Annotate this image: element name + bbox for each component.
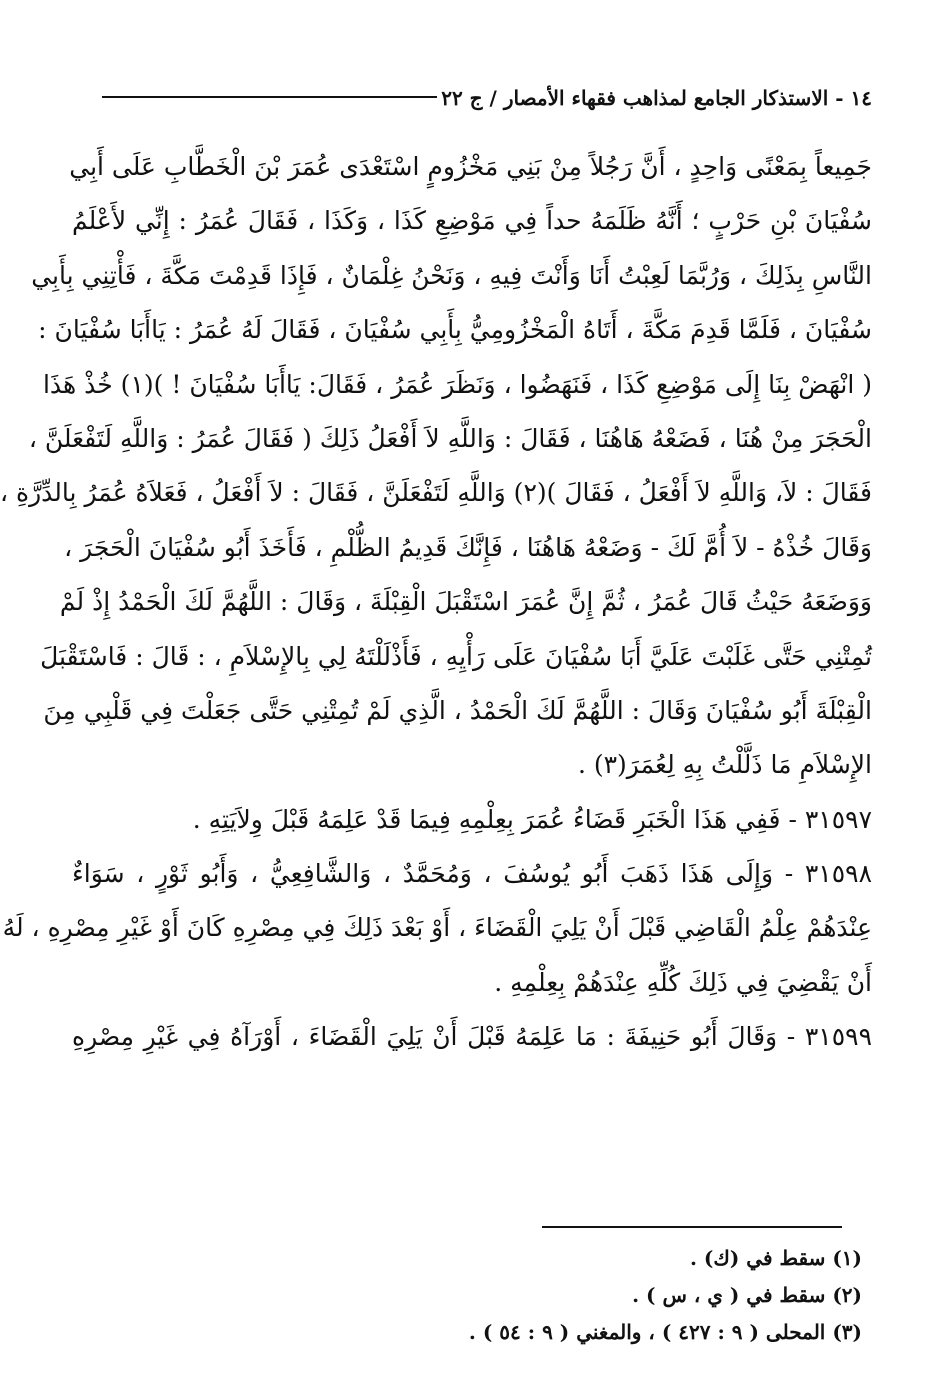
paragraph-31598: ٣١٥٩٨ - وَإِلَى هَذَا ذَهَبَ أَبُو يُوسُفَ ، وَمُحَمَّدٌ ، وَالشَّافِعِيُّ ، وَأَبُو ثَوْرٍ ، سَوَاءٌ xyxy=(72,859,872,889)
body-line: جَمِيعاً بِمَعْنًى وَاحِدٍ ، أَنَّ رَجُلاً مِنْ بَنِي مَخْزُومٍ اسْتَعْدَى عُمَرَ بْنَ الْخَطَّابِ عَلَى أَبِي xyxy=(69,152,872,181)
body-line: فَقَالَ : لاَ، وَاللَّهِ لاَ أَفْعَلُ ، فَقَالَ )(٢) وَاللَّهِ لَتَفْعَلَنَّ ، فَقَالَ : لاَ أَفْعَلُ ، فَعَلاَهُ عُمَرُ بِالدِّرَّةِ ، xyxy=(0,478,872,508)
footnotes xyxy=(82,1240,862,1351)
body-line: وَوَضَعَهُ حَيْثُ قَالَ عُمَرُ ، ثُمَّ إِنَّ عُمَرَ اسْتَقْبَلَ الْقِبْلَةَ ، وَقَالَ : اللَّهُمَّ لَكَ الْحَمْدُ إِذْ لَمْ xyxy=(59,587,872,617)
body-line: سُفْيَانَ ، فَلَمَّا قَدِمَ مَكَّةَ ، أَتَاهُ الْمَخْزُومِيُّ بِأَبِي سُفْيَانَ ، فَقَالَ لَهُ عُمَرُ : يَاأَبَا سُفْيَانَ : xyxy=(38,315,872,345)
page-body xyxy=(0,140,872,1065)
footnote-1: (١) سقط في (ك) . xyxy=(690,1246,862,1270)
body-line: الإِسْلاَمِ مَا ذَلَّلْتُ بِهِ لِعُمَرَ(٣) . xyxy=(577,750,872,780)
footnote-rule xyxy=(542,1226,842,1228)
body-line: الْقِبْلَةَ أَبُو سُفْيَانَ وَقَالَ : اللَّهُمَّ لَكَ الْحَمْدُ ، الَّذِي لَمْ تُمِتْنِي حَتَّى جَعَلْتَ فِي قَلْبِي مِنَ xyxy=(43,695,872,725)
paragraph-31599: ٣١٥٩٩ - وَقَالَ أَبُو حَنِيفَةَ : مَا عَلِمَهُ قَبْلَ أَنْ يَلِيَ الْقَضَاءَ ، أَوْرَآهُ فِي غَيْرِ مِصْرِهِ xyxy=(72,1022,872,1052)
body-line: ( انْهَضْ بِنَا إِلَى مَوْضِعِ كَذَا ، فَنَهَضُوا ، وَنَظَرَ عُمَرُ ، فَقَالَ: يَاأَبَا سُفْيَانَ ! )(١) خُذْ هَذَا xyxy=(42,369,872,399)
body-line: الْحَجَرَ مِنْ هُنَا ، فَضَعْهُ هَاهُنَا ، فَقَالَ : وَاللَّهِ لاَ أَفْعَلُ ذَلِكَ ( فَقَالَ عُمَرُ : وَاللَّهِ لَتَفْعَلَنَّ ، xyxy=(28,423,872,453)
running-header-text: ١٤ - الاستذكار الجامع لمذاهب فقهاء الأمصار / ج ٢٢ xyxy=(441,86,872,110)
body-line: النَّاسِ بِذَلِكَ ، وَرُبَّمَا لَعِبْتُ أَنَا وَأَنْتَ فِيهِ ، وَنَحْنُ غِلْمَانٌ ، فَإِذَا قَدِمْتَ مَكَّةَ ، فَأْتِنِي بِأَبِي xyxy=(31,260,872,290)
body-line: وَقَالَ خُذْهُ - لاَ أُمَّ لَكَ - وَضَعْهُ هَاهُنَا ، فَإِنَّكَ قَدِيمُ الظُّلْمِ ، فَأَخَذَ أَبُو سُفْيَانَ الْحَجَرَ ، xyxy=(64,532,872,562)
body-line: عِنْدَهُمْ عِلْمُ الْقَاضِي قَبْلَ أَنْ يَلِيَ الْقَضَاءَ ، أَوْ بَعْدَ ذَلِكَ فِي مِصْرِهِ كَانَ أَوْ غَيْرِ مِصْرِهِ ، لَهُ xyxy=(2,913,872,943)
body-line: أَنْ يَقْضِيَ فِي ذَلِكَ كُلِّهِ عِنْدَهُمْ بِعِلْمِهِ . xyxy=(494,967,872,997)
footnote-3: (٣) المحلى ( ٩ : ٤٢٧ ) ، والمغني ( ٩ : ٥٤ ) . xyxy=(468,1320,862,1344)
header-rule xyxy=(102,96,437,98)
paragraph-31597: ٣١٥٩٧ - فَفِي هَذَا الْخَبَرِ قَضَاءُ عُمَرَ بِعِلْمِهِ فِيمَا قَدْ عَلِمَهُ قَبْلَ وِلاَيَتِهِ . xyxy=(192,804,872,834)
footnote-2: (٢) سقط في ( ي ، س ) . xyxy=(632,1283,862,1307)
running-header xyxy=(122,78,872,118)
body-line: تُمِتْنِي حَتَّى غَلَبْتَ عَلَيَّ أَبَا سُفْيَانَ عَلَى رَأْيِهِ ، فَأَذْلَلْتَهُ لِي بِالإِسْلاَمِ ، : قَالَ : فَاسْتَقْبَلَ xyxy=(40,641,872,671)
body-line: سُفْيَانَ بْنِ حَرْبٍ ؛ أَنَّهُ ظَلَمَهُ حداً فِي مَوْضِعِ كَذَا ، وَكَذَا ، فَقَالَ عُمَرُ : إِنِّي لأَعْلَمُ xyxy=(72,206,872,236)
